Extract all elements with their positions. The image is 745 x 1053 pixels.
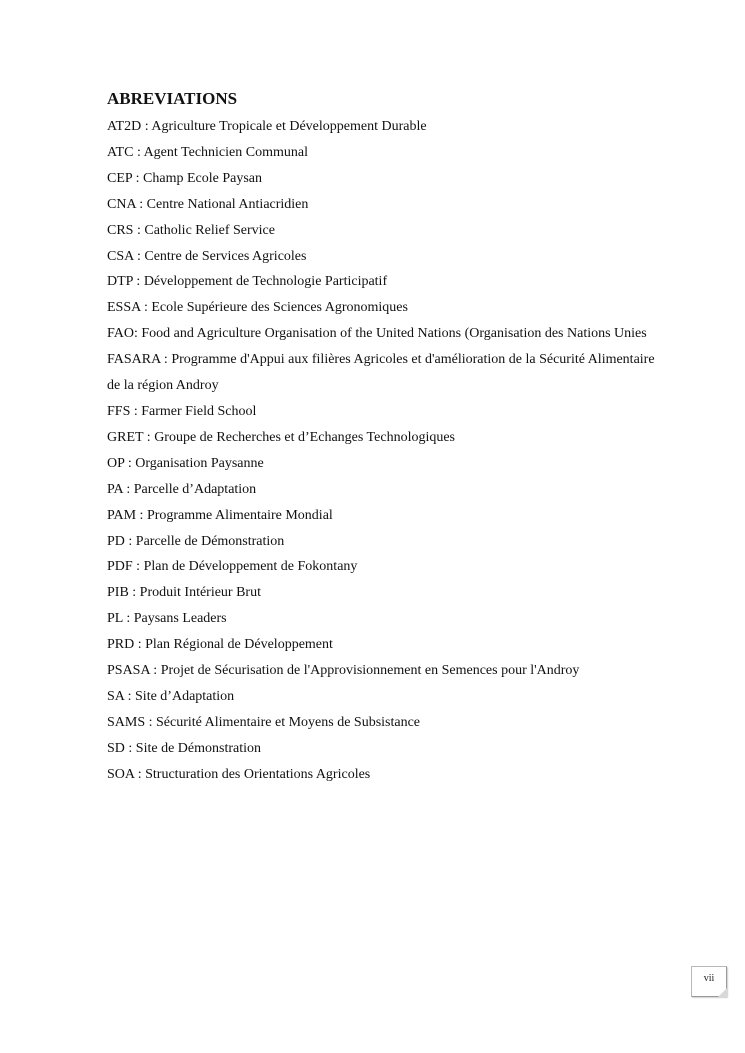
abbreviation-entry: PL : Paysans Leaders xyxy=(107,611,227,627)
abbreviation-entry: DTP : Développement de Technologie Participatif xyxy=(107,274,388,290)
abbreviation-entry: CSA : Centre de Services Agricoles xyxy=(107,248,307,264)
abbreviation-entry: SD : Site de Démonstration xyxy=(107,740,261,756)
abbreviation-entry: ATC : Agent Technicien Communal xyxy=(107,144,308,160)
abbreviation-entry: FFS : Farmer Field School xyxy=(107,403,257,419)
abbreviation-entry: PIB : Produit Intérieur Brut xyxy=(107,585,261,601)
document-body xyxy=(107,88,707,788)
abbreviation-entry: PDF : Plan de Développement de Fokontany xyxy=(107,559,358,575)
abbreviation-entry: SA : Site d’Adaptation xyxy=(107,688,235,704)
page-title: ABREVIATIONS xyxy=(107,89,238,108)
page-number: vii xyxy=(703,973,715,984)
abbreviation-entry: PD : Parcelle de Démonstration xyxy=(107,533,285,549)
abbreviation-entry: CRS : Catholic Relief Service xyxy=(107,222,275,238)
abbreviation-entry: CEP : Champ Ecole Paysan xyxy=(107,170,263,186)
abbreviation-entry: PRD : Plan Régional de Développement xyxy=(107,637,333,653)
abbreviation-entry: OP : Organisation Paysanne xyxy=(107,455,264,471)
abbreviation-entry: PSASA : Projet de Sécurisation de l'Approvisionnement en Semences pour l'Androy xyxy=(107,663,580,679)
abbreviation-entry: AT2D : Agriculture Tropicale et Développement Durable xyxy=(107,119,427,134)
abbreviation-entry: GRET : Groupe de Recherches et d’Echanges Technologiques xyxy=(107,429,456,445)
abbreviation-entry-continuation: de la région Androy xyxy=(107,378,219,394)
abbreviation-list xyxy=(107,114,707,788)
abbreviation-entry: PAM : Programme Alimentaire Mondial xyxy=(107,507,333,523)
abbreviation-entry: PA : Parcelle d’Adaptation xyxy=(107,481,257,497)
abbreviation-entry: FASARA : Programme d'Appui aux filières Agricoles et d'amélioration de la Sécurité Alimentaire xyxy=(107,352,655,368)
abbreviation-entry: ESSA : Ecole Supérieure des Sciences Agronomiques xyxy=(107,300,408,316)
abbreviation-entry: CNA : Centre National Antiacridien xyxy=(107,196,309,212)
abbreviation-entry: SOA : Structuration des Orientations Agricoles xyxy=(107,766,371,782)
abbreviation-entry: FAO: Food and Agriculture Organisation of the United Nations (Organisation des Nations Unies xyxy=(107,326,647,342)
abbreviation-entry: SAMS : Sécurité Alimentaire et Moyens de Subsistance xyxy=(107,714,421,730)
page-number-box xyxy=(691,966,727,997)
